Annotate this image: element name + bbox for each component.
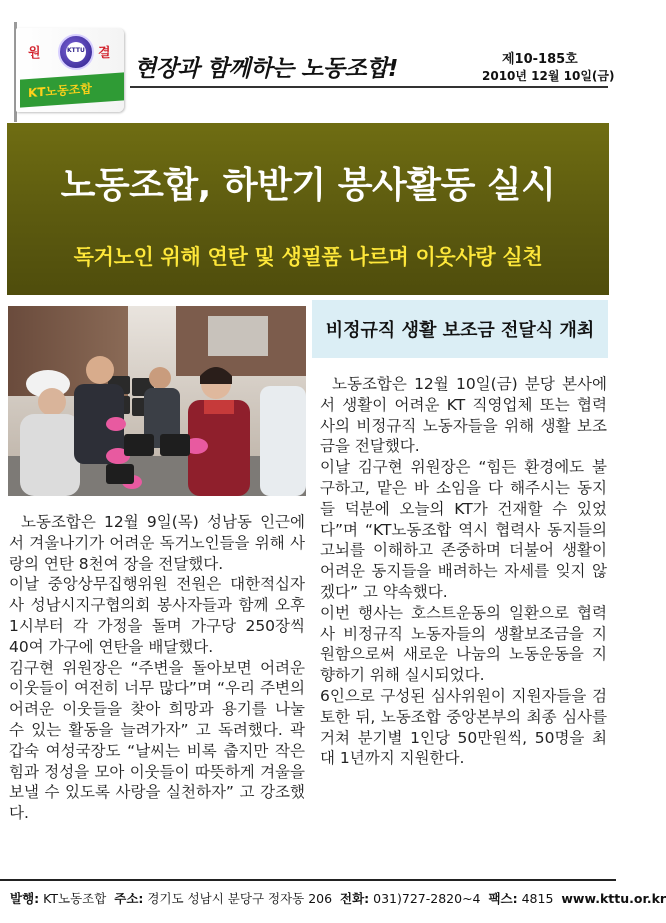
left-paragraph: 김구현 위원장은 “주변을 돌아보면 어려운 이웃들이 여전히 너무 많다”며 “우리 주변의 어려운 이웃들을 찾아 희망과 용기를 나눌 수 있는 활동을 늘려가자” 고 독려했다. 곽갑숙 여성국장도 “날씨는 비록 춥지만 작은 힘과 정성을 모아 이웃들이 따뜻하게 겨울을 보낼 수 있도록 사랑을 실천하자” 고 강조했다.	[9, 658, 305, 823]
footer-address: 경기도 성남시 분당구 정자동 206	[147, 891, 333, 906]
masthead-divider	[130, 86, 608, 88]
headline-banner	[7, 123, 609, 295]
right-paragraph: 노동조합은 12월 10일(금) 분당 본사에서 생활이 어려운 KT 직영업체 또는 협력사의 비정규직 노동자들을 위해 생활 보조금을 전달했다.	[320, 375, 607, 456]
kttu-emblem-icon	[58, 34, 94, 70]
flag-hanja-left: 원	[28, 46, 41, 61]
footer-divider	[0, 879, 616, 881]
flag-cloth	[16, 28, 124, 112]
footer-website-link[interactable]: www.kttu.or.kr	[561, 891, 666, 906]
footer	[10, 889, 666, 907]
footer-phone: 031)727-2820~4	[373, 891, 481, 906]
right-article	[320, 374, 607, 769]
headline-subtitle: 독거노인 위해 연탄 및 생필품 나르며 이웃사랑 실천	[73, 245, 543, 269]
union-flag-logo	[6, 12, 124, 112]
flag-band: KT노동조합	[20, 72, 124, 107]
headline-title: 노동조합, 하반기 봉사활동 실시	[60, 165, 556, 206]
footer-fax: 4815	[521, 891, 554, 906]
right-section-heading: 비정규직 생활 보조금 전달식 개최	[325, 320, 595, 341]
volunteers-carrying-briquettes-photo	[8, 306, 306, 496]
issue-number: 제10-185호	[502, 52, 578, 67]
newsletter-slogan: 현장과 함께하는 노동조합!	[134, 56, 398, 82]
footer-address-label: 주소:	[114, 891, 144, 906]
left-paragraph: 이날 중앙상무집행위원 전원은 대한적십자사 성남시지구협의회 봉사자들과 함께 오후 1시부터 각 가정을 돌며 가구당 250장씩 40여 가구에 연탄을 배달했다.	[9, 575, 305, 656]
right-paragraph: 이번 행사는 호스트운동의 일환으로 협력사 비정규직 노동자들의 생활보조금을 지원함으로써 새로운 나눔의 노동운동을 지향하기 위해 실시되었다.	[320, 603, 607, 685]
left-article	[9, 512, 305, 824]
flag-logo-text: KTTU	[67, 47, 85, 54]
issue-date: 2010년 12월 10일(금)	[482, 69, 615, 83]
flag-hanja-right: 결	[98, 46, 111, 61]
footer-fax-label: 팩스:	[488, 891, 518, 906]
footer-publisher: KT노동조합	[43, 891, 107, 906]
footer-phone-label: 전화:	[340, 891, 370, 906]
right-paragraph: 6인으로 구성된 심사위원이 지원자들을 검토한 뒤, 노동조합 중앙본부의 최종 심사를 거쳐 분기별 1인당 50만원씩, 50명을 최대 1년까지 지원한다.	[320, 686, 607, 768]
photo-illustration	[8, 306, 306, 496]
right-section-heading-box	[312, 300, 608, 358]
footer-publisher-label: 발행:	[10, 891, 40, 906]
right-paragraph: 이날 김구현 위원장은 “힘든 환경에도 불구하고, 맡은 바 소임을 다 해주시는 동지들 덕분에 오늘의 KT가 건재할 수 있었다”며 “KT노동조합 역시 협력사 동지들의 고뇌를 이해하고 존중하며 더불어 생활이 어려운 동지들을 배려하는 자세를 잊지 않겠다” 고 약속했다.	[320, 458, 607, 601]
left-paragraph: 노동조합은 12월 9일(목) 성남동 인근에서 겨울나기가 어려운 독거노인들을 위해 사랑의 연탄 8천여 장을 전달했다.	[9, 513, 305, 573]
